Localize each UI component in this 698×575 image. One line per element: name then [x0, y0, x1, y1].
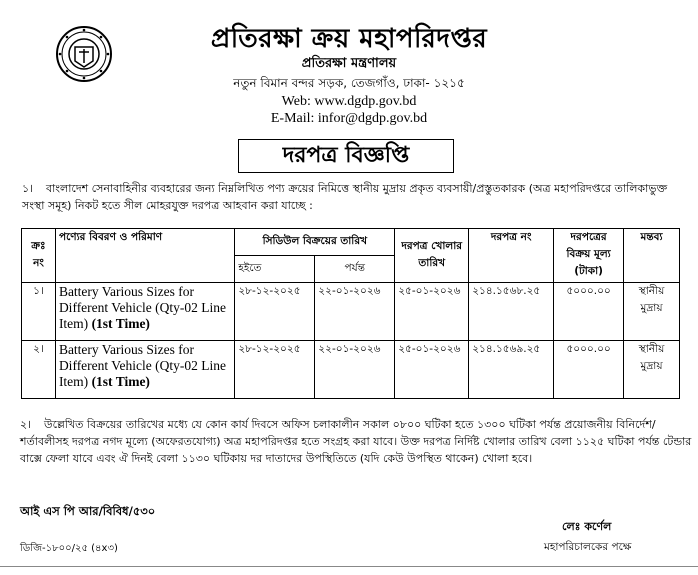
row-tender-no: ২১৪.১৫৬৮.২৫: [469, 283, 554, 341]
ministry-name: প্রতিরক্ষা মন্ত্রণালয়: [301, 56, 397, 71]
header-from: হইতে: [235, 256, 315, 283]
row-to-date: ২২-০১-২০২৬: [315, 283, 395, 341]
paragraph-2-text: উল্লেখিত বিক্রয়ের তারিখের মধ্যে যে কোন কার্য দিবসে অফিস চলাকালীন সকাল ০৮০০ ঘটিকা হতে ১৩০০ ঘটিকা পর্যন্ত প্রয়োজনীয় বিনির্দেশ/শর্তাবলীসহ দরপত্র নগদ মূল্যে (অফেরতযোগ্য) অত্র মহাপরিদপ্তর হতে সংগ্রহ করা যাবে। উক্ত দরপত্র নির্দিষ্ট খোলার তারিখ বেলা ১১২৫ ঘটিকা পর্যন্ত টেন্ডার বাক্সে ফেলা যাবে এবং ঐ দিনই বেলা ১১৩০ ঘটিকায় দর দাতাদের উপস্থিতিতে (যদি কেউ উপস্থিত থাকেন) খোলা হবে।: [20, 418, 692, 465]
header-serial: ক্রঃ নং: [22, 229, 56, 283]
header-to: পর্যন্ত: [315, 256, 395, 283]
paragraph-2-number: ২।: [20, 418, 32, 431]
row-item-note: (1st Time): [91, 374, 150, 389]
notice-title-box: [238, 139, 454, 173]
header-opening-date: দরপত্র খোলার তারিখ: [395, 229, 469, 283]
table-row: [22, 283, 680, 341]
row-opening-date: ২৫-০১-২০২৬: [395, 341, 469, 399]
website-line: Web: www.dgdp.gov.bd: [281, 94, 417, 109]
row-serial: ১।: [22, 283, 56, 341]
row-price: ৫০০০.০০: [554, 283, 624, 341]
header-price: দরপত্রের বিক্রয় মূল্য (টাকা): [554, 229, 624, 283]
row-from-date: ২৮-১২-২০২৫: [235, 283, 315, 341]
row-item: [55, 283, 234, 341]
paragraph-1-number: ১।: [22, 182, 34, 195]
header-schedule-sale: সিডিউল বিক্রয়ের তারিখ: [235, 229, 395, 256]
row-item: [55, 341, 234, 399]
row-price: ৫০০০.০০: [554, 341, 624, 399]
table-header-row: [22, 229, 680, 256]
email-line: E-Mail: infor@dgdp.gov.bd: [270, 111, 428, 126]
row-opening-date: ২৫-০১-২০২৬: [395, 283, 469, 341]
paragraph-1-text: বাংলাদেশ সেনাবাহিনীর ব্যবহারের জন্য নিম্নলিখিত পণ্য ক্রয়ের নিমিত্তে স্থানীয় মুদ্রায় প্রকৃত ব্যবসায়ী/প্রস্তুতকারক (অত্র মহাপরিদপ্তরে তালিকাভুক্ত সংস্থা সমূহ) নিকট হতে সীল মোহরযুক্ত দরপত্র আহবান করা যাচ্ছে :: [22, 182, 668, 212]
bottom-divider: [0, 566, 698, 567]
tender-table: [21, 228, 680, 399]
row-serial: ২।: [22, 341, 56, 399]
row-to-date: ২২-০১-২০২৬: [315, 341, 395, 399]
row-item-note: (1st Time): [91, 316, 150, 331]
paragraph-2: [20, 416, 692, 467]
document-number: ডিজি-১৮০০/২৫ (৪x৩): [20, 543, 118, 554]
header-remarks: মন্তব্য: [624, 229, 680, 283]
paragraph-1: [22, 180, 690, 214]
row-tender-no: ২১৪.১৫৬৯.২৫: [469, 341, 554, 399]
notice-title: দরপত্র বিজ্ঞপ্তি: [282, 142, 410, 168]
office-address: নতুন বিমান বন্দর সড়ক, তেজগাঁও, ঢাকা- ১২১৫: [233, 76, 465, 90]
table-row: [22, 341, 680, 399]
header-item: পণ্যের বিবরণ ও পরিমাণ: [55, 229, 234, 283]
header-tender-no: দরপত্র নং: [469, 229, 554, 283]
organization-title: প্রতিরক্ষা ক্রয় মহাপরিদপ্তর: [210, 24, 488, 54]
row-item-description: Battery Various Sizes for Different Vehicle (Qty-02 Line Item): [58, 284, 227, 331]
signatory-behalf: মহাপরিচালকের পক্ষে: [544, 541, 632, 553]
row-from-date: ২৮-১২-২০২৫: [235, 341, 315, 399]
row-remarks: স্থানীয় মুদ্রায়: [624, 341, 680, 399]
reference-number: আই এস পি আর/বিবিধ/৫৩০: [20, 504, 156, 518]
row-remarks: স্থানীয় মুদ্রায়: [624, 283, 680, 341]
signatory-rank: লেঃ কর্ণেল: [562, 520, 612, 533]
row-item-description: Battery Various Sizes for Different Vehicle (Qty-02 Line Item): [58, 342, 227, 389]
